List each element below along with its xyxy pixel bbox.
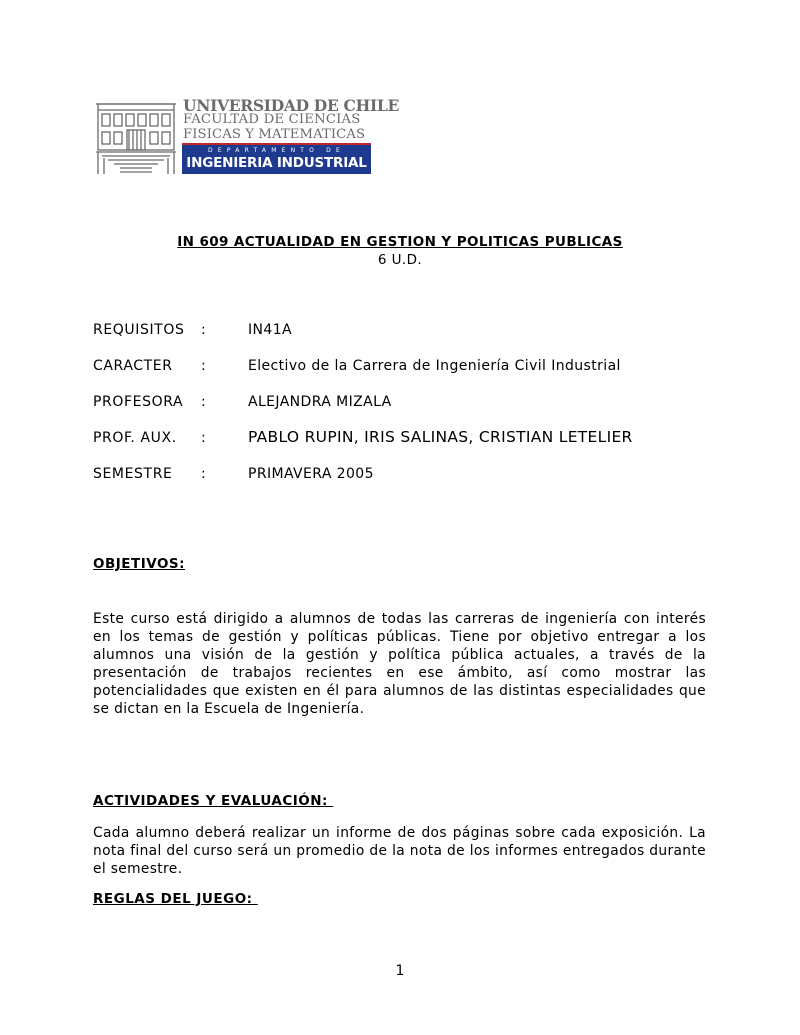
info-label-requisitos: REQUISITOS [93, 322, 185, 338]
logo-faculty-line2: FISICAS Y MATEMATICAS [183, 127, 366, 142]
info-value-prof-aux: PABLO RUPIN, IRIS SALINAS, CRISTIAN LETELIER [248, 428, 633, 446]
objetivos-paragraph: Este curso está dirigido a alumnos de todas las carreras de ingeniería con interés en los temas de gestión y políticas públicas. Tiene por objetivo entregar a los alumnos una visión de la gestión y política pública actuales, a través de la presentación de trabajos recientes en ese ámbito, así como mostrar las potencialidades que existen en él para alumnos de las distintas especialidades que se dictan en la Escuela de Ingeniería. [93, 611, 706, 717]
course-units: 6 U.D. [377, 252, 423, 268]
info-colon: : [201, 430, 206, 446]
info-value-profesora: ALEJANDRA MIZALA [248, 394, 392, 410]
info-label-semestre: SEMESTRE [93, 466, 173, 482]
info-label-caracter: CARACTER [93, 358, 173, 374]
objetivos-heading: OBJETIVOS: [93, 556, 186, 572]
building-icon [96, 96, 176, 176]
info-value-semestre: PRIMAVERA 2005 [248, 466, 374, 482]
course-title-text: IN 609 ACTUALIDAD EN GESTION Y POLITICAS PUBLICAS [177, 234, 623, 250]
logo-red-stripe [182, 143, 371, 145]
page-number: 1 [395, 963, 405, 979]
info-colon: : [201, 358, 206, 374]
info-value-caracter: Electivo de la Carrera de Ingeniería Civil Industrial [248, 358, 621, 374]
logo-university-name: UNIVERSIDAD DE CHILE [183, 96, 400, 115]
logo-faculty-line1: FACULTAD DE CIENCIAS [183, 112, 361, 127]
logo-department-label: DEPARTAMENTO DE [208, 147, 345, 154]
logo-department-name: INGENIERIA INDUSTRIAL [186, 155, 367, 171]
info-colon: : [201, 322, 206, 338]
course-title [0, 234, 800, 250]
actividades-heading: ACTIVIDADES Y EVALUACIÓN: [93, 793, 334, 809]
actividades-paragraph: Cada alumno deberá realizar un informe de dos páginas sobre cada exposición. La nota final del curso será un promedio de la nota de los informes entregados durante el semestre. [93, 825, 706, 877]
info-label-prof-aux: PROF. AUX. [93, 430, 177, 446]
info-value-requisitos: IN41A [248, 322, 292, 338]
university-logo [96, 96, 400, 176]
logo-department-band [182, 143, 371, 174]
info-colon: : [201, 466, 206, 482]
reglas-heading: REGLAS DEL JUEGO: [93, 891, 258, 907]
info-label-profesora: PROFESORA [93, 394, 184, 410]
info-colon: : [201, 394, 206, 410]
